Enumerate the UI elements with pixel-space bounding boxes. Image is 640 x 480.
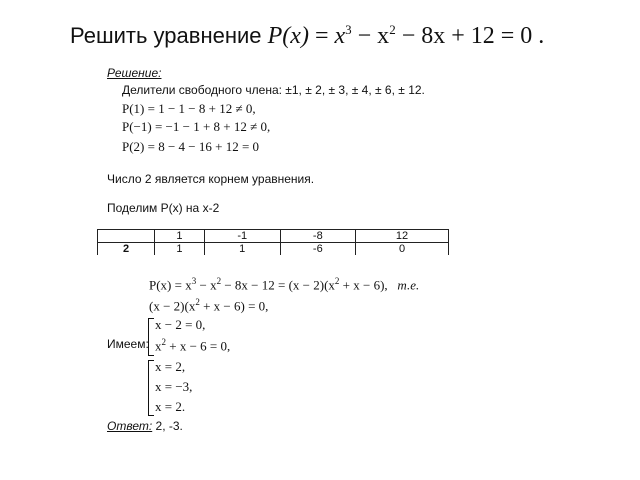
root-note: Число 2 является корнем уравнения.	[107, 172, 315, 186]
table-row	[98, 243, 449, 256]
table-cell: 2	[98, 243, 155, 256]
table-cell	[98, 230, 155, 243]
answer-line	[107, 419, 183, 433]
factorization-line-2	[149, 297, 268, 314]
f1-exp-2: 2	[216, 276, 222, 286]
f1-exp-3: 2	[334, 276, 340, 286]
title-equation	[268, 23, 545, 49]
factorization-line-1	[149, 276, 419, 293]
title-eq-lhs: P(x)	[267, 23, 309, 49]
title-eq-x: x	[334, 23, 346, 49]
f2-part-b: + x − 6) = 0,	[199, 298, 269, 314]
system-eq-2	[155, 337, 230, 354]
s2-part-b: + x − 6 = 0,	[166, 338, 231, 354]
title-eq-t2: − x	[357, 23, 390, 49]
title-eq-rest: − 8x + 12 = 0	[401, 23, 533, 49]
table-cell: 1	[155, 230, 205, 243]
title-eq-exp2: 2	[389, 22, 396, 37]
f1-part-c: − 8x − 12 = (x − 2)(x	[221, 277, 335, 293]
s2-exp: 2	[161, 337, 166, 347]
have-label: Имеем:	[107, 337, 149, 351]
f1-te: т.е.	[397, 277, 420, 293]
f1-part-d: + x − 6),	[339, 277, 388, 293]
check-p1: P(1) = 1 − 1 − 8 + 12 ≠ 0,	[122, 101, 256, 116]
table-cell: 1	[204, 243, 280, 256]
result-3: x = 2.	[155, 399, 186, 414]
system-eq-1: x − 2 = 0,	[155, 317, 206, 332]
title-eq-end: .	[538, 23, 545, 49]
f1-part-b: − x	[196, 277, 217, 293]
table-cell: -6	[280, 243, 356, 256]
divisors-line: Делители свободного члена: ±1, ± 2, ± 3, ± 4, ± 6, ± 12.	[122, 83, 425, 97]
f2-part-a: (x − 2)(x	[149, 298, 196, 314]
table-cell: -1	[204, 230, 280, 243]
result-2: x = −3,	[155, 379, 193, 394]
results-bracket	[148, 360, 154, 416]
table-cell: 1	[155, 243, 205, 256]
title-text: Решить уравнение	[70, 23, 262, 48]
table-cell: 12	[356, 230, 449, 243]
table-cell: -8	[280, 230, 356, 243]
result-1: x = 2,	[155, 359, 186, 374]
f2-exp: 2	[195, 297, 200, 307]
s2-part-a: x	[155, 338, 162, 354]
check-p-minus1: P(−1) = −1 − 1 + 8 + 12 ≠ 0,	[122, 119, 271, 134]
title-eq-sign: =	[314, 23, 329, 49]
table-row	[98, 230, 449, 243]
divide-note: Поделим Р(х) на х-2	[107, 201, 220, 215]
answer-value: 2, -3.	[152, 419, 183, 433]
system-bracket	[148, 318, 154, 356]
f1-exp-1: 3	[191, 276, 197, 286]
page-title	[70, 22, 544, 50]
f1-part-a: P(x) = x	[149, 277, 192, 293]
answer-label: Ответ:	[107, 419, 153, 433]
solution-heading: Решение:	[107, 66, 162, 80]
horner-table	[97, 229, 449, 255]
title-eq-exp3: 3	[345, 22, 352, 37]
check-p2: P(2) = 8 − 4 − 16 + 12 = 0	[122, 139, 260, 154]
table-cell: 0	[356, 243, 449, 256]
